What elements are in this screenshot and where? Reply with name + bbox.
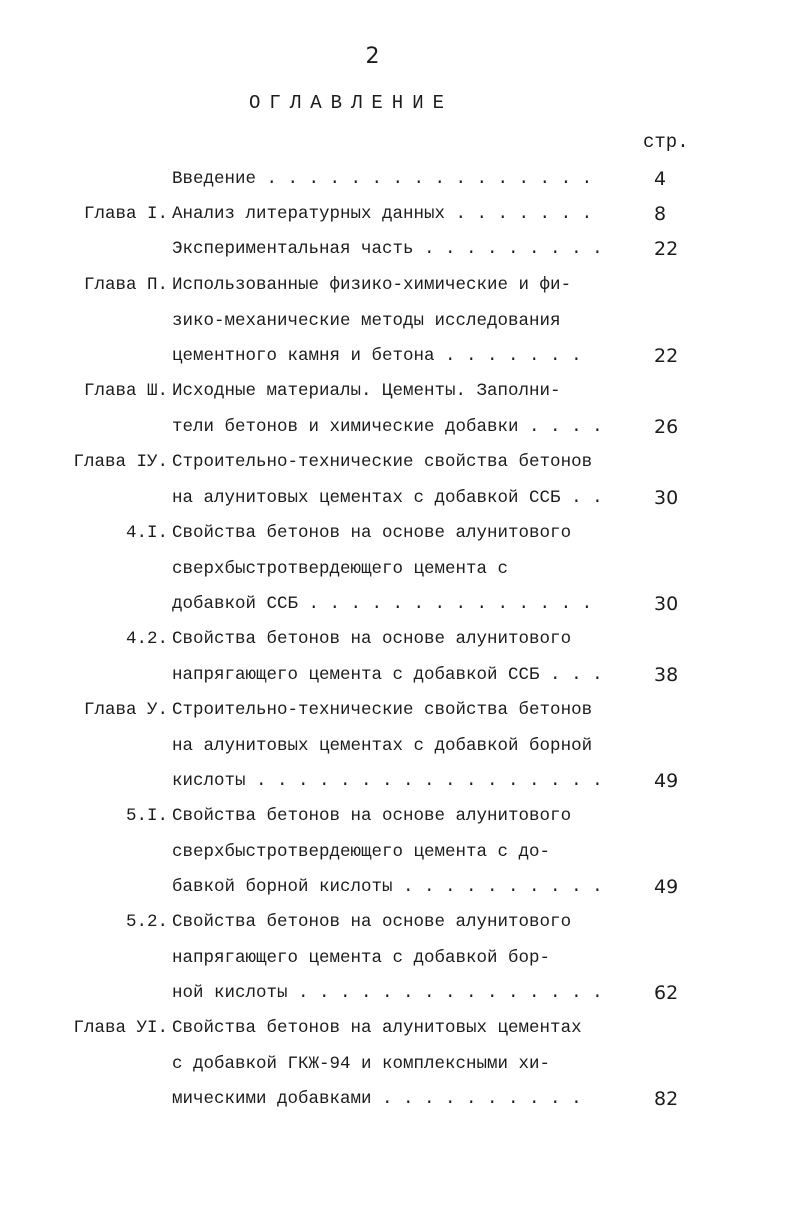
toc-line: [0, 445, 799, 479]
toc-line-text: Свойства бетонов на основе алунитового: [172, 806, 572, 826]
toc-line: [0, 693, 799, 727]
toc-line-page: 30: [654, 593, 679, 615]
toc-line-text: мическими добавками . . . . . . . . . .: [172, 1089, 582, 1109]
toc-line: [0, 339, 799, 373]
toc-line-text: Исходные материалы. Цементы. Заполни-: [172, 381, 561, 401]
toc-line: [0, 481, 799, 515]
toc-line: [0, 1047, 799, 1081]
toc-line: [0, 1011, 799, 1045]
toc-line-page: 49: [654, 770, 679, 792]
toc-line: [0, 835, 799, 869]
toc-line: [0, 729, 799, 763]
toc-line-label: Глава I.: [83, 204, 168, 224]
toc-line-page: 4: [654, 168, 667, 190]
toc-line-text: зико-механические методы исследования: [172, 311, 561, 331]
toc-line-page: 82: [654, 1088, 679, 1110]
toc-title: ОГЛАВЛЕНИЕ: [248, 92, 454, 114]
toc-line-text: Свойства бетонов на основе алунитового: [172, 629, 572, 649]
toc-line: [0, 162, 799, 196]
toc-line: [0, 587, 799, 621]
toc-line-text: Анализ литературных данных . . . . . . .: [172, 204, 593, 224]
toc-line: [0, 268, 799, 302]
toc-line-label: Глава Ш.: [83, 381, 168, 401]
toc-line-page: 22: [654, 345, 679, 367]
toc-line-label: Глава П.: [83, 275, 168, 295]
toc-line-text: ной кислоты . . . . . . . . . . . . . . .: [172, 983, 603, 1003]
toc-line-text: Строительно-технические свойства бетонов: [172, 700, 593, 720]
toc-line-page: 26: [654, 416, 679, 438]
toc-line-label: 5.I.: [125, 806, 168, 826]
toc-line-text: напрягающего цемента с добавкой ССБ . . .: [172, 665, 603, 685]
toc-line: [0, 410, 799, 444]
toc-line-text: Свойства бетонов на основе алунитового: [172, 912, 572, 932]
toc-line-text: сверхбыстротвердеющего цемента с до-: [172, 842, 551, 862]
toc-line-text: цементного камня и бетона . . . . . . .: [172, 346, 582, 366]
toc-line-text: Строительно-технические свойства бетонов: [172, 452, 593, 472]
toc-line-text: Использованные физико-химические и фи-: [172, 275, 572, 295]
toc-line-text: на алунитовых цементах с добавкой борной: [172, 736, 593, 756]
toc-line-text: добавкой ССБ . . . . . . . . . . . . . .: [172, 594, 593, 614]
toc-line-page: 38: [654, 664, 679, 686]
toc-line-label: 5.2.: [125, 912, 168, 932]
page-column-header: стр.: [643, 131, 689, 153]
toc-line-page: 49: [654, 876, 679, 898]
toc-line: [0, 552, 799, 586]
toc-line-text: кислоты . . . . . . . . . . . . . . . . .: [172, 771, 603, 791]
toc-line: [0, 516, 799, 550]
toc-line-label: 4.2.: [125, 629, 168, 649]
toc-line: [0, 374, 799, 408]
toc-line-text: Экспериментальная часть . . . . . . . . .: [172, 239, 603, 259]
toc-line-label: Глава ІУ.: [73, 452, 168, 472]
toc-line-page: 30: [654, 487, 679, 509]
toc-line-text: на алунитовых цементах с добавкой ССБ . .: [172, 488, 603, 508]
toc-line-text: тели бетонов и химические добавки . . . .: [172, 417, 603, 437]
toc-line: [0, 905, 799, 939]
toc-line-text: напрягающего цемента с добавкой бор-: [172, 948, 551, 968]
toc-line: [0, 941, 799, 975]
toc-line: [0, 304, 799, 338]
toc-line-page: 8: [654, 203, 667, 225]
toc-line-page: 62: [654, 982, 679, 1004]
toc-line-text: бавкой борной кислоты . . . . . . . . . .: [172, 877, 603, 897]
toc-line-label: 4.I.: [125, 523, 168, 543]
toc-line: [0, 870, 799, 904]
toc-line-text: с добавкой ГКЖ-94 и комплексными хи-: [172, 1054, 551, 1074]
toc-line: [0, 232, 799, 266]
toc-line: [0, 976, 799, 1010]
toc-line: [0, 799, 799, 833]
toc-line-text: сверхбыстротвердеющего цемента с: [172, 559, 509, 579]
toc-line-text: Введение . . . . . . . . . . . . . . . .: [172, 169, 593, 189]
toc-line: [0, 1082, 799, 1116]
toc-line-text: Свойства бетонов на основе алунитового: [172, 523, 572, 543]
toc-line: [0, 622, 799, 656]
toc-line-text: Свойства бетонов на алунитовых цементах: [172, 1018, 582, 1038]
toc-line: [0, 197, 799, 231]
toc-line-page: 22: [654, 238, 679, 260]
toc-line: [0, 764, 799, 798]
toc-line-label: Глава У.: [83, 700, 168, 720]
toc-line: [0, 658, 799, 692]
toc-line-label: Глава УІ.: [73, 1018, 168, 1038]
page-number: 2: [365, 44, 380, 69]
